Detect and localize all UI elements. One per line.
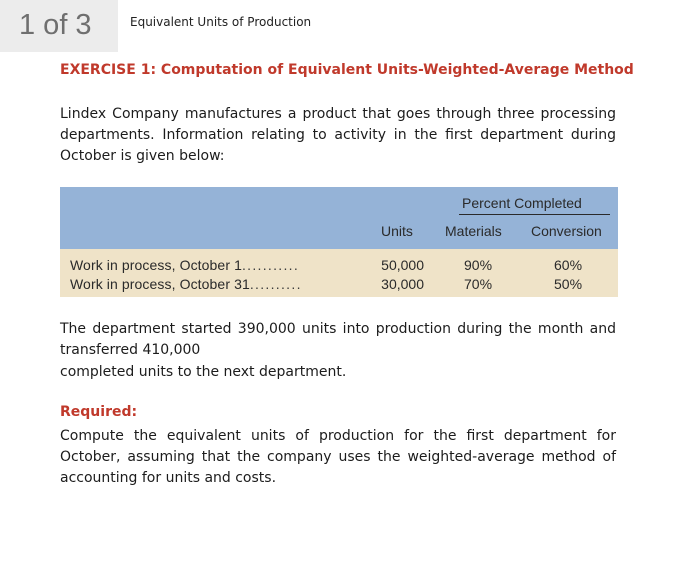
column-header-units: Units: [381, 223, 413, 239]
column-header-conversion: Conversion: [531, 223, 602, 239]
required-paragraph: Compute the equivalent units of production for the first department for October, assuming that the company uses the weighted-average method of accounting for units and costs.: [60, 428, 616, 486]
units-value: 30,000: [381, 276, 424, 292]
document-title: Equivalent Units of Production: [130, 15, 312, 29]
row-label: Work in process, October 31..........: [70, 276, 302, 292]
exercise-title: EXERCISE 1: Computation of Equivalent Units-Weighted-Average Method: [60, 62, 634, 78]
header-divider: [459, 214, 610, 215]
column-header-materials: Materials: [445, 223, 502, 239]
top-bar: [0, 0, 700, 56]
materials-percent: 70%: [464, 276, 493, 292]
units-value: 50,000: [381, 257, 424, 273]
table-body: [60, 249, 618, 297]
conversion-percent: 60%: [554, 257, 583, 273]
table-header: [60, 187, 618, 249]
page-indicator: 1 of 3: [0, 0, 118, 52]
required-label: Required:: [60, 404, 138, 420]
production-data-table: [60, 187, 618, 297]
intro-paragraph: Lindex Company manufactures a product that goes through three processing departments. Information relating to activity in the first department during October is given below:: [60, 106, 616, 164]
conversion-percent: 50%: [554, 276, 583, 292]
row-label: Work in process, October 1...........: [70, 257, 300, 273]
production-paragraph: The department started 390,000 units into production during the month and transferred 410,000: [60, 321, 616, 358]
completed-units-text: completed units to the next department.: [60, 364, 347, 380]
materials-percent: 90%: [464, 257, 493, 273]
percent-completed-header: Percent Completed: [462, 195, 582, 211]
